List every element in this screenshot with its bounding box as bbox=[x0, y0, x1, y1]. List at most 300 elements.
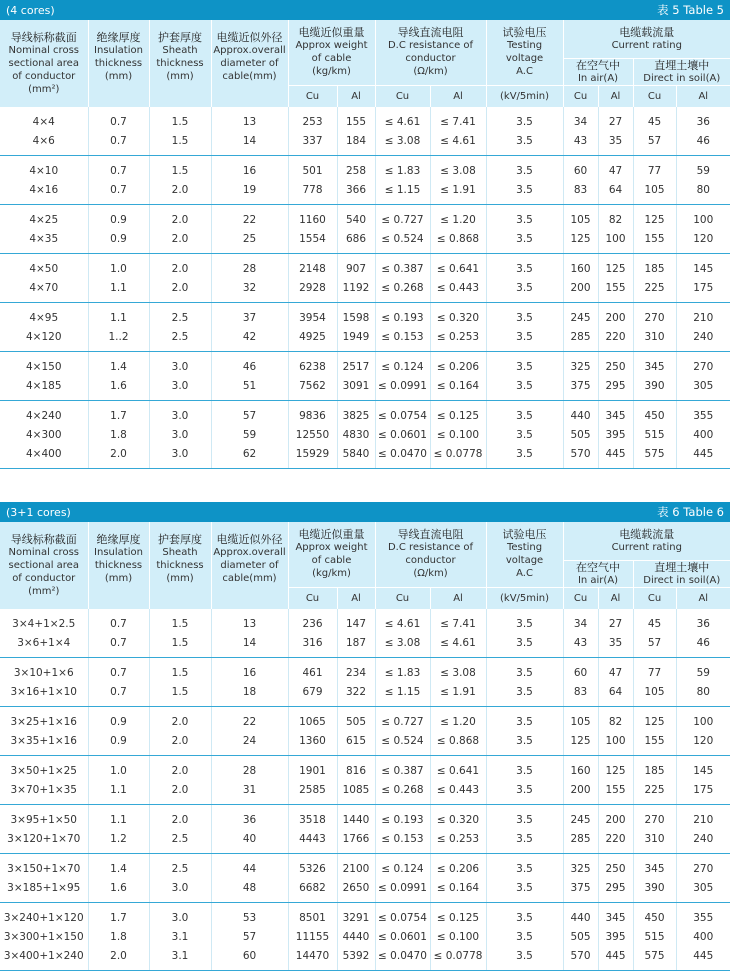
resistance-cu-cell: ≤ 1.15 bbox=[375, 682, 430, 707]
voltage-cell: 3.5 bbox=[486, 756, 563, 781]
diameter-cell: 25 bbox=[211, 229, 288, 254]
table-row bbox=[0, 829, 730, 854]
soil-al-cell: 355 bbox=[676, 903, 730, 928]
sheath-cell: 3.0 bbox=[149, 903, 211, 928]
resistance-al-cell: ≤ 1.91 bbox=[430, 682, 486, 707]
soil-cu-cell: 450 bbox=[633, 903, 676, 928]
soil-cu-header: Cu bbox=[633, 85, 676, 107]
resistance-al-cell: ≤ 0.125 bbox=[430, 401, 486, 426]
diameter-header-en3: cable(mm) bbox=[222, 573, 277, 584]
soil-al-cell: 80 bbox=[676, 180, 730, 205]
air-cu-cell: 440 bbox=[563, 401, 598, 426]
soil-al-cell: 175 bbox=[676, 780, 730, 805]
weight-al-cell: 187 bbox=[337, 633, 375, 658]
sheath-header bbox=[149, 20, 211, 107]
air-cu-cell: 505 bbox=[563, 425, 598, 444]
air-cu-cell: 325 bbox=[563, 352, 598, 377]
soil-al-cell: 145 bbox=[676, 756, 730, 781]
size-cell: 4×35 bbox=[0, 229, 88, 254]
sheath-cell: 2.0 bbox=[149, 805, 211, 830]
weight-al-cell: 4440 bbox=[337, 927, 375, 946]
soil-al-cell: 305 bbox=[676, 878, 730, 903]
size-header-cn: 导线标称截面 bbox=[10, 31, 77, 44]
table-6-body bbox=[0, 609, 730, 971]
sheath-cell: 2.0 bbox=[149, 707, 211, 732]
air-cu-cell: 34 bbox=[563, 609, 598, 633]
sheath-header-unit: (mm) bbox=[166, 573, 194, 584]
resistance-cu-cell: ≤ 0.193 bbox=[375, 303, 430, 328]
resistance-cu-cell: ≤ 0.268 bbox=[375, 780, 430, 805]
size-cell: 4×300 bbox=[25, 428, 62, 441]
resistance-cu-cell: ≤ 0.387 bbox=[375, 756, 430, 781]
air-cu-cell: 60 bbox=[563, 156, 598, 181]
diameter-cell: 44 bbox=[211, 854, 288, 879]
soil-al-cell: 36 bbox=[676, 609, 730, 633]
weight-al-cell: 2100 bbox=[337, 854, 375, 879]
resistance-cu-cell: ≤ 0.124 bbox=[375, 352, 430, 377]
voltage-cell: 3.5 bbox=[486, 682, 563, 707]
table-6 bbox=[0, 522, 730, 971]
voltage-cell: 3.5 bbox=[486, 946, 563, 971]
weight-cu-header: Cu bbox=[288, 85, 337, 107]
voltage-cell: 3.5 bbox=[486, 805, 563, 830]
table-row bbox=[0, 444, 730, 469]
air-al-cell: 250 bbox=[598, 352, 633, 377]
diameter-header-en2: diameter of bbox=[220, 58, 279, 69]
diameter-cell: 13 bbox=[211, 107, 288, 131]
resistance-cu-cell: ≤ 0.727 bbox=[375, 707, 430, 732]
size-cell: 3×70+1×35 bbox=[0, 780, 88, 805]
weight-cu-cell: 2585 bbox=[288, 780, 337, 805]
air-cu-cell: 160 bbox=[563, 756, 598, 781]
size-header-en2: sectional area bbox=[8, 560, 79, 571]
weight-header-en2: of cable bbox=[311, 555, 352, 567]
soil-al-cell: 100 bbox=[676, 707, 730, 732]
resistance-cu-cell: ≤ 1.15 bbox=[375, 180, 430, 205]
table-row bbox=[0, 229, 730, 254]
air-cu-cell: 570 bbox=[563, 946, 598, 971]
resistance-cu-header: Cu bbox=[375, 587, 430, 609]
voltage-cell: 3.5 bbox=[486, 107, 563, 131]
soil-cu-cell: 225 bbox=[633, 278, 676, 303]
voltage-cell: 3.5 bbox=[486, 401, 563, 426]
weight-cu-cell: 1901 bbox=[288, 756, 337, 781]
resistance-al-header: Al bbox=[430, 85, 486, 107]
soil-cu-cell: 57 bbox=[633, 633, 676, 658]
diameter-cell: 37 bbox=[211, 303, 288, 328]
diameter-cell: 57 bbox=[211, 927, 288, 946]
table-row bbox=[0, 376, 730, 401]
table-5-number: 表 5 Table 5 bbox=[657, 3, 724, 17]
voltage-header-en2: voltage bbox=[505, 555, 544, 567]
sheath-cell: 1.5 bbox=[149, 609, 211, 633]
table-row bbox=[0, 927, 730, 946]
rating-header bbox=[563, 20, 730, 58]
resistance-cu-cell: ≤ 0.0601 bbox=[375, 425, 430, 444]
insulation-header-en1: Insulation bbox=[94, 45, 143, 56]
table-6-title-bar bbox=[0, 502, 730, 522]
diameter-cell: 14 bbox=[211, 131, 288, 156]
diameter-cell: 24 bbox=[211, 731, 288, 756]
size-cell: 3×150+1×70 bbox=[7, 862, 81, 875]
air-header bbox=[563, 560, 633, 587]
soil-cu-cell: 155 bbox=[633, 731, 676, 756]
air-cu-cell: 34 bbox=[563, 107, 598, 131]
resistance-al-cell: ≤ 0.443 bbox=[430, 780, 486, 805]
air-al-cell: 250 bbox=[598, 854, 633, 879]
size-header-en1: Nominal cross bbox=[8, 45, 79, 56]
air-al-header: Al bbox=[598, 587, 633, 609]
air-cu-cell: 160 bbox=[563, 254, 598, 279]
soil-header-en: Direct in soil(A) bbox=[643, 574, 721, 586]
table-row bbox=[0, 946, 730, 971]
weight-cu-cell: 6682 bbox=[288, 878, 337, 903]
air-al-cell: 445 bbox=[598, 444, 633, 469]
voltage-cell: 3.5 bbox=[486, 131, 563, 156]
size-header-en3: of conductor bbox=[12, 573, 76, 584]
table-5 bbox=[0, 20, 730, 469]
resistance-cu-cell: ≤ 0.268 bbox=[375, 278, 430, 303]
weight-al-cell: 907 bbox=[337, 254, 375, 279]
air-cu-cell: 105 bbox=[563, 707, 598, 732]
size-cell: 4×6 bbox=[0, 131, 88, 156]
sheath-cell: 3.0 bbox=[149, 878, 211, 903]
table-row bbox=[0, 401, 730, 426]
rating-header-cn: 电缆载流量 bbox=[619, 527, 675, 541]
sheath-cell: 3.1 bbox=[149, 927, 211, 946]
soil-cu-cell: 310 bbox=[633, 829, 676, 854]
resistance-al-cell: ≤ 4.61 bbox=[430, 131, 486, 156]
table-row bbox=[0, 107, 730, 131]
insulation-cell: 1.8 bbox=[88, 927, 149, 946]
size-cell: 4×10 bbox=[29, 164, 59, 177]
soil-cu-cell: 185 bbox=[633, 756, 676, 781]
diameter-header-en1: Approx.overall bbox=[213, 547, 286, 558]
table-row bbox=[0, 854, 730, 879]
soil-al-cell: 305 bbox=[676, 376, 730, 401]
insulation-cell: 1.1 bbox=[88, 278, 149, 303]
sheath-header-en2: thickness bbox=[156, 560, 204, 571]
table-row bbox=[0, 633, 730, 658]
air-cu-cell: 325 bbox=[563, 854, 598, 879]
resistance-al-cell: ≤ 7.41 bbox=[430, 107, 486, 131]
sheath-cell: 2.5 bbox=[149, 327, 211, 352]
weight-header-unit: (kg/km) bbox=[312, 568, 351, 580]
weight-cu-cell: 3518 bbox=[288, 805, 337, 830]
table-row bbox=[0, 131, 730, 156]
size-header-en1: Nominal cross bbox=[8, 547, 79, 558]
size-cell: 3×120+1×70 bbox=[0, 829, 88, 854]
air-al-cell: 47 bbox=[598, 156, 633, 181]
resistance-al-cell: ≤ 3.08 bbox=[430, 156, 486, 181]
voltage-header bbox=[486, 20, 563, 85]
weight-cu-cell: 253 bbox=[288, 107, 337, 131]
diameter-header-en3: cable(mm) bbox=[222, 71, 277, 82]
air-al-cell: 125 bbox=[598, 254, 633, 279]
resistance-al-cell: ≤ 0.253 bbox=[430, 829, 486, 854]
table-row bbox=[0, 352, 730, 377]
soil-al-cell: 36 bbox=[676, 107, 730, 131]
insulation-cell: 1.0 bbox=[88, 254, 149, 279]
resistance-cu-cell: ≤ 0.0470 bbox=[375, 444, 430, 469]
insulation-cell: 1.1 bbox=[88, 780, 149, 805]
insulation-header-unit: (mm) bbox=[104, 573, 133, 584]
voltage-cell: 3.5 bbox=[486, 903, 563, 928]
table-row bbox=[0, 425, 730, 444]
insulation-cell: 2.0 bbox=[88, 444, 149, 469]
resistance-cu-cell: ≤ 0.153 bbox=[375, 327, 430, 352]
air-header-cn: 在空气中 bbox=[576, 58, 621, 72]
resistance-al-cell: ≤ 3.08 bbox=[430, 658, 486, 683]
insulation-header-en1: Insulation bbox=[94, 547, 143, 558]
table-row bbox=[0, 254, 730, 279]
sheath-cell: 3.0 bbox=[149, 376, 211, 401]
soil-cu-cell: 57 bbox=[633, 131, 676, 156]
soil-cu-cell: 185 bbox=[633, 254, 676, 279]
resistance-al-cell: ≤ 0.164 bbox=[430, 376, 486, 401]
resistance-header-cn: 导线直流电阻 bbox=[397, 26, 464, 40]
weight-al-header: Al bbox=[337, 587, 375, 609]
insulation-cell: 0.7 bbox=[88, 131, 149, 156]
weight-cu-cell: 8501 bbox=[288, 903, 337, 928]
voltage-cell: 3.5 bbox=[486, 780, 563, 805]
diameter-cell: 18 bbox=[211, 682, 288, 707]
sheath-cell: 3.0 bbox=[149, 352, 211, 377]
insulation-header bbox=[88, 522, 149, 609]
size-cell: 3×400+1×240 bbox=[0, 946, 88, 971]
soil-cu-cell: 45 bbox=[633, 107, 676, 131]
weight-al-cell: 184 bbox=[337, 131, 375, 156]
resistance-al-cell: ≤ 0.125 bbox=[430, 903, 486, 928]
weight-al-cell: 147 bbox=[337, 609, 375, 633]
voltage-cell: 3.5 bbox=[486, 156, 563, 181]
air-cu-cell: 43 bbox=[563, 131, 598, 156]
sheath-cell: 2.0 bbox=[149, 254, 211, 279]
resistance-al-cell: ≤ 0.0778 bbox=[430, 946, 486, 971]
table-5-body bbox=[0, 107, 730, 469]
air-cu-cell: 245 bbox=[563, 303, 598, 328]
soil-cu-cell: 45 bbox=[633, 609, 676, 633]
insulation-header-unit: (mm) bbox=[104, 71, 133, 82]
weight-al-cell: 816 bbox=[337, 756, 375, 781]
resistance-al-cell: ≤ 0.164 bbox=[430, 878, 486, 903]
soil-header bbox=[633, 560, 730, 587]
voltage-cell: 3.5 bbox=[486, 731, 563, 756]
diameter-cell: 53 bbox=[211, 903, 288, 928]
air-cu-cell: 83 bbox=[563, 682, 598, 707]
sheath-cell: 3.0 bbox=[149, 401, 211, 426]
insulation-cell: 1.8 bbox=[88, 425, 149, 444]
size-cell: 3×35+1×16 bbox=[0, 731, 88, 756]
weight-cu-cell: 1554 bbox=[288, 229, 337, 254]
table-row bbox=[0, 180, 730, 205]
diameter-cell: 51 bbox=[211, 376, 288, 401]
air-cu-cell: 245 bbox=[563, 805, 598, 830]
weight-al-cell: 505 bbox=[337, 707, 375, 732]
sheath-header-en1: Sheath bbox=[162, 45, 198, 56]
voltage-cell: 3.5 bbox=[486, 633, 563, 658]
soil-cu-cell: 515 bbox=[633, 425, 676, 444]
soil-cu-cell: 345 bbox=[633, 352, 676, 377]
resistance-cu-cell: ≤ 0.0601 bbox=[375, 927, 430, 946]
table-row bbox=[0, 278, 730, 303]
table-row bbox=[0, 609, 730, 633]
weight-cu-cell: 4443 bbox=[288, 829, 337, 854]
resistance-cu-cell: ≤ 0.0754 bbox=[375, 401, 430, 426]
voltage-cell: 3.5 bbox=[486, 854, 563, 879]
air-cu-cell: 125 bbox=[563, 731, 598, 756]
soil-cu-cell: 575 bbox=[633, 444, 676, 469]
soil-cu-cell: 105 bbox=[633, 682, 676, 707]
insulation-cell: 2.0 bbox=[88, 946, 149, 971]
diameter-header bbox=[211, 522, 288, 609]
air-cu-cell: 43 bbox=[563, 633, 598, 658]
weight-cu-header: Cu bbox=[288, 587, 337, 609]
air-header bbox=[563, 58, 633, 85]
voltage-cell: 3.5 bbox=[486, 180, 563, 205]
weight-cu-cell: 6238 bbox=[288, 352, 337, 377]
table-5-cores-label: (4 cores) bbox=[6, 3, 55, 17]
resistance-cu-cell: ≤ 0.727 bbox=[375, 205, 430, 230]
air-cu-cell: 570 bbox=[563, 444, 598, 469]
table-6-block bbox=[0, 502, 730, 971]
sheath-cell: 2.5 bbox=[149, 854, 211, 879]
voltage-cell: 3.5 bbox=[486, 327, 563, 352]
soil-al-cell: 445 bbox=[676, 946, 730, 971]
weight-al-cell: 234 bbox=[337, 658, 375, 683]
resistance-al-cell: ≤ 7.41 bbox=[430, 609, 486, 633]
air-al-cell: 82 bbox=[598, 205, 633, 230]
size-cell: 4×70 bbox=[0, 278, 88, 303]
insulation-cell: 1.6 bbox=[88, 376, 149, 401]
soil-cu-cell: 125 bbox=[633, 707, 676, 732]
size-cell: 4×400 bbox=[0, 444, 88, 469]
insulation-cell: 0.7 bbox=[88, 682, 149, 707]
soil-al-cell: 270 bbox=[676, 854, 730, 879]
resistance-al-header: Al bbox=[430, 587, 486, 609]
weight-cu-cell: 9836 bbox=[288, 401, 337, 426]
air-cu-cell: 375 bbox=[563, 376, 598, 401]
resistance-al-cell: ≤ 0.0778 bbox=[430, 444, 486, 469]
weight-cu-cell: 236 bbox=[288, 609, 337, 633]
sheath-cell: 3.0 bbox=[149, 444, 211, 469]
insulation-cell: 0.9 bbox=[88, 205, 149, 230]
resistance-cu-cell: ≤ 0.153 bbox=[375, 829, 430, 854]
weight-cu-cell: 11155 bbox=[288, 927, 337, 946]
resistance-cu-cell: ≤ 4.61 bbox=[375, 609, 430, 633]
diameter-cell: 28 bbox=[211, 756, 288, 781]
air-al-cell: 155 bbox=[598, 780, 633, 805]
soil-cu-cell: 310 bbox=[633, 327, 676, 352]
soil-al-cell: 240 bbox=[676, 327, 730, 352]
weight-header bbox=[288, 20, 375, 85]
resistance-header-en1: D.C resistance of bbox=[387, 40, 474, 52]
weight-cu-cell: 14470 bbox=[288, 946, 337, 971]
weight-cu-cell: 5326 bbox=[288, 854, 337, 879]
insulation-cell: 0.7 bbox=[88, 609, 149, 633]
insulation-cell: 0.9 bbox=[88, 707, 149, 732]
weight-cu-cell: 2928 bbox=[288, 278, 337, 303]
weight-header-cn: 电缆近似重量 bbox=[298, 528, 365, 542]
air-cu-cell: 285 bbox=[563, 829, 598, 854]
diameter-cell: 62 bbox=[211, 444, 288, 469]
resistance-header-en2: conductor bbox=[405, 555, 456, 567]
diameter-header bbox=[211, 20, 288, 107]
table-6-cores-label: (3+1 cores) bbox=[6, 505, 71, 519]
resistance-al-cell: ≤ 0.443 bbox=[430, 278, 486, 303]
voltage-header-en3: A.C bbox=[516, 66, 533, 78]
air-al-cell: 220 bbox=[598, 829, 633, 854]
soil-cu-cell: 515 bbox=[633, 927, 676, 946]
soil-al-cell: 175 bbox=[676, 278, 730, 303]
resistance-cu-cell: ≤ 3.08 bbox=[375, 633, 430, 658]
soil-cu-cell: 575 bbox=[633, 946, 676, 971]
insulation-cell: 1.7 bbox=[88, 903, 149, 928]
resistance-cu-cell: ≤ 0.0754 bbox=[375, 903, 430, 928]
resistance-cu-cell: ≤ 1.83 bbox=[375, 156, 430, 181]
air-al-cell: 100 bbox=[598, 229, 633, 254]
resistance-cu-cell: ≤ 0.524 bbox=[375, 229, 430, 254]
weight-al-cell: 155 bbox=[337, 107, 375, 131]
weight-al-cell: 322 bbox=[337, 682, 375, 707]
weight-al-header: Al bbox=[337, 85, 375, 107]
air-header-en: In air(A) bbox=[577, 72, 619, 84]
table-row bbox=[0, 756, 730, 781]
resistance-cu-cell: ≤ 0.124 bbox=[375, 854, 430, 879]
air-cu-cell: 125 bbox=[563, 229, 598, 254]
resistance-al-cell: ≤ 0.206 bbox=[430, 352, 486, 377]
weight-header-cn: 电缆近似重量 bbox=[298, 26, 365, 40]
air-al-cell: 200 bbox=[598, 303, 633, 328]
sheath-header-cn: 护套厚度 bbox=[158, 533, 202, 546]
insulation-cell: 0.7 bbox=[88, 180, 149, 205]
soil-al-cell: 120 bbox=[676, 229, 730, 254]
size-cell: 4×50 bbox=[29, 262, 59, 275]
resistance-cu-cell: ≤ 0.0470 bbox=[375, 946, 430, 971]
size-header-en3: of conductor bbox=[12, 71, 76, 82]
air-cu-cell: 440 bbox=[563, 903, 598, 928]
soil-al-cell: 445 bbox=[676, 444, 730, 469]
size-cell: 3×4+1×2.5 bbox=[12, 617, 76, 630]
voltage-cell: 3.5 bbox=[486, 444, 563, 469]
weight-al-cell: 1766 bbox=[337, 829, 375, 854]
sheath-cell: 3.0 bbox=[149, 425, 211, 444]
weight-al-cell: 258 bbox=[337, 156, 375, 181]
diameter-cell: 16 bbox=[211, 658, 288, 683]
air-al-header: Al bbox=[598, 85, 633, 107]
sheath-header-en2: thickness bbox=[156, 58, 204, 69]
soil-al-cell: 400 bbox=[676, 425, 730, 444]
resistance-cu-cell: ≤ 0.387 bbox=[375, 254, 430, 279]
size-cell: 4×150 bbox=[25, 360, 62, 373]
insulation-header-cn: 绝缘厚度 bbox=[96, 31, 141, 44]
table-row bbox=[0, 156, 730, 181]
resistance-al-cell: ≤ 0.100 bbox=[430, 927, 486, 946]
sheath-header-en1: Sheath bbox=[162, 547, 198, 558]
size-cell: 3×16+1×10 bbox=[0, 682, 88, 707]
size-header-cn: 导线标称截面 bbox=[10, 533, 77, 546]
resistance-al-cell: ≤ 0.641 bbox=[430, 756, 486, 781]
size-cell: 4×4 bbox=[32, 115, 55, 128]
weight-cu-cell: 1160 bbox=[288, 205, 337, 230]
resistance-al-cell: ≤ 0.100 bbox=[430, 425, 486, 444]
sheath-cell: 2.0 bbox=[149, 229, 211, 254]
diameter-cell: 13 bbox=[211, 609, 288, 633]
weight-cu-cell: 7562 bbox=[288, 376, 337, 401]
insulation-cell: 0.7 bbox=[88, 658, 149, 683]
sheath-cell: 2.5 bbox=[149, 829, 211, 854]
voltage-header-en2: voltage bbox=[505, 53, 544, 65]
